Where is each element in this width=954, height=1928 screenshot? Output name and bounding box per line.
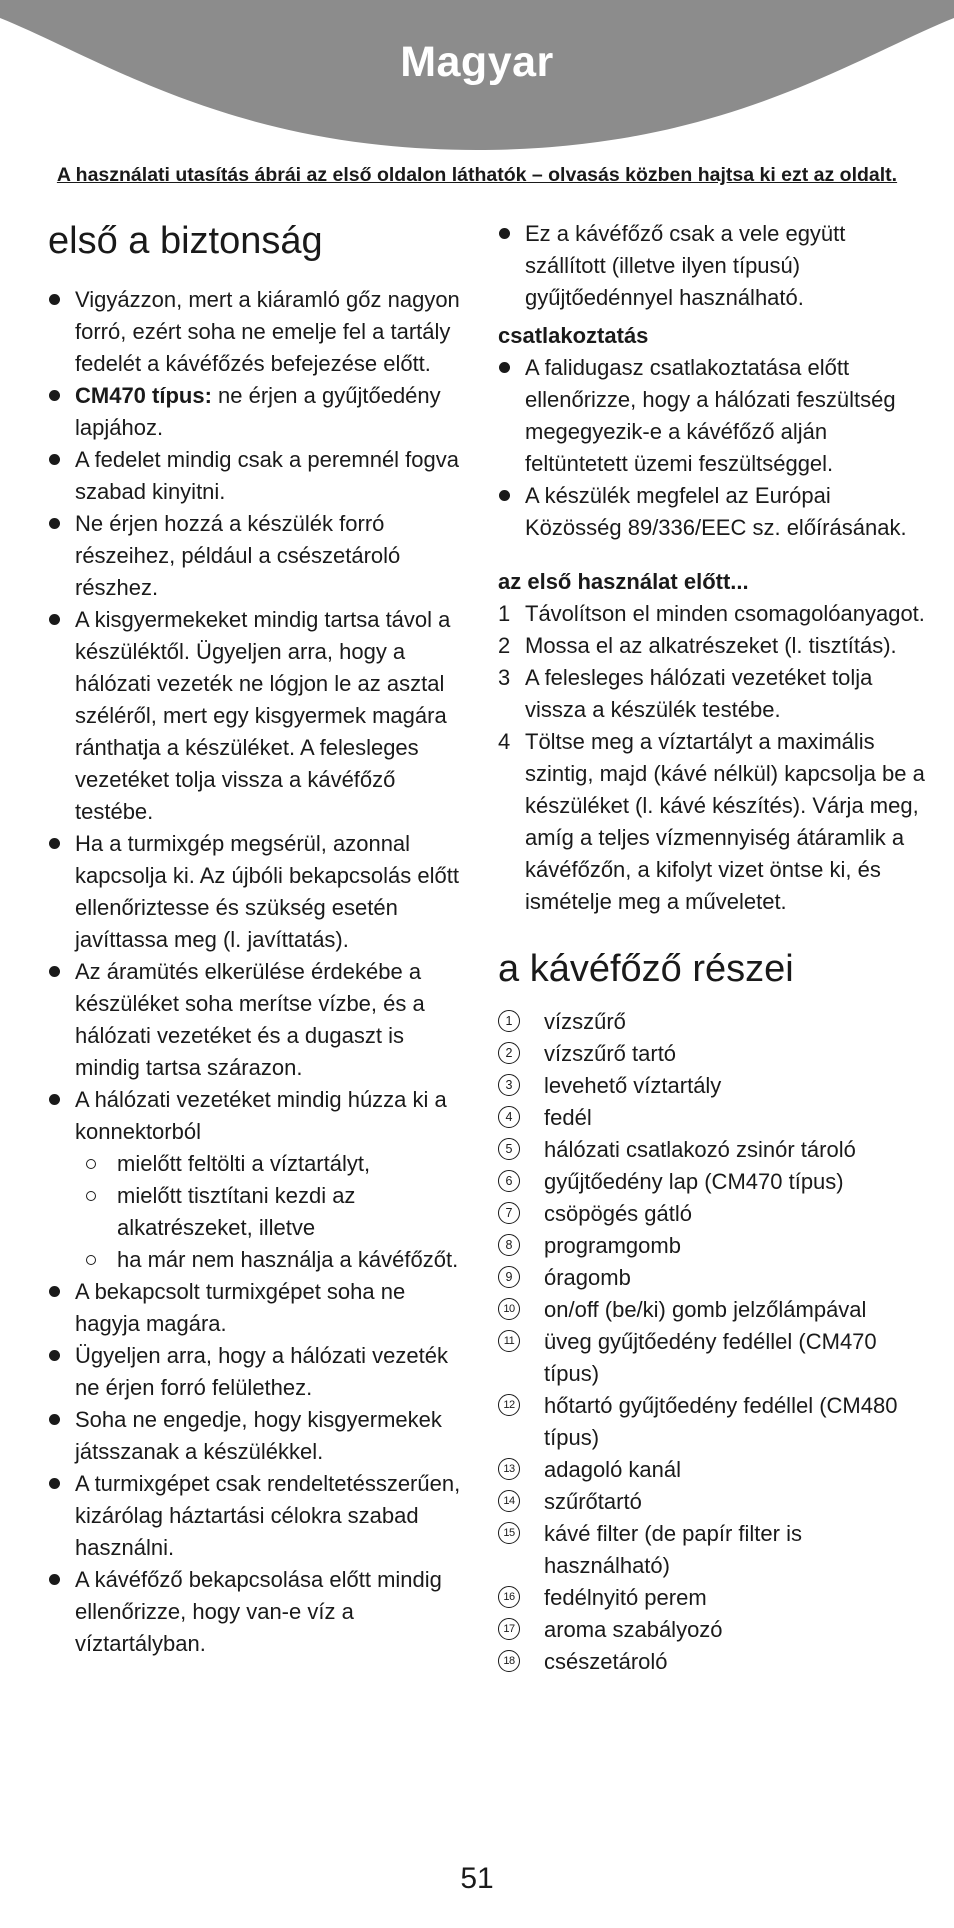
safety-item: [48, 1276, 470, 1340]
safety-item-text: A bekapcsolt turmixgépet soha ne hagyja magára.: [75, 1279, 406, 1336]
safety-item: [48, 444, 470, 508]
safety-item-text: Ügyeljen arra, hogy a hálózati vezeték ne érjen forró felülethez.: [75, 1343, 448, 1400]
part-item: [498, 1070, 928, 1102]
connection-heading: csatlakoztatás: [498, 323, 649, 348]
safety-item-text: A turmixgépet csak rendeltetésszerűen, kizárólag háztartási célokra szabad használni.: [75, 1471, 461, 1560]
part-item: [498, 1134, 928, 1166]
part-item: [498, 1518, 928, 1582]
right-column: [498, 218, 928, 1678]
left-column: [48, 218, 470, 1660]
part-number-badge: 10: [498, 1298, 520, 1320]
safety-sublist: [75, 1148, 470, 1276]
connection-item: A falidugasz csatlakoztatása előtt ellenőrizze, hogy a hálózati feszültség megegyezik-e a kávéfőző alján feltüntetett üzemi feszültséggel.: [498, 352, 928, 480]
safety-item: [48, 1468, 470, 1564]
step-text: Töltse meg a víztartályt a maximális szintig, majd (kávé nélkül) kapcsolja be a készüléket (l. kávé készítés). Várja meg, amíg a teljes vízmennyiség átáramlik a kávéfőzőn, a kifolyt vizet öntse ki, és ismételje meg a műveletet.: [525, 729, 925, 914]
first-use-steps: [498, 598, 928, 918]
step-number: 4: [498, 729, 511, 754]
part-name: vízszűrő: [544, 1009, 626, 1034]
safety-item-text: A kisgyermekeket mindig tartsa távol a készüléktől. Ügyeljen arra, hogy a hálózati vezeték ne lógjon le az asztal széléről, mert egy kisgyermek magára ránthatja a készüléket. A felesleges vezetéket tolja vissza a kávéfőző testébe.: [75, 607, 451, 824]
compatibility-item: Ez a kávéfőző csak a vele együtt szállított (illetve ilyen típusú) gyűjtőedénnyel használható.: [498, 218, 928, 314]
safety-item: [48, 1404, 470, 1468]
parts-list: [498, 1006, 928, 1678]
part-item: [498, 1006, 928, 1038]
parts-heading: a kávéfőző részei: [498, 948, 794, 990]
part-number-badge: 16: [498, 1586, 520, 1608]
part-name: programgomb: [544, 1233, 681, 1258]
part-name: óragomb: [544, 1265, 631, 1290]
part-name: szűrőtartó: [544, 1489, 642, 1514]
safety-heading: első a biztonság: [48, 220, 323, 262]
part-name: hőtartó gyűjtőedény fedéllel (CM480 típus): [544, 1393, 898, 1450]
fold-out-notice: A használati utasítás ábrái az első oldalon láthatók – olvasás közben hajtsa ki ezt az oldalt.: [56, 164, 898, 186]
part-item: [498, 1230, 928, 1262]
step-number: 2: [498, 633, 511, 658]
safety-item-text: Az áramütés elkerülése érdekébe a készüléket soha merítse vízbe, és a hálózati vezetéket és a dugaszt is mindig tartsa szárazon.: [75, 959, 425, 1080]
step-number: 1: [498, 601, 511, 626]
part-number-badge: 18: [498, 1650, 520, 1672]
part-name: aroma szabályozó: [544, 1617, 723, 1642]
safety-item: [48, 380, 470, 444]
safety-item: [48, 1340, 470, 1404]
part-item: [498, 1102, 928, 1134]
safety-item: [48, 956, 470, 1084]
part-item: [498, 1262, 928, 1294]
compatibility-list: [498, 218, 928, 314]
step-text: A felesleges hálózati vezetéket tolja vissza a készülék testébe.: [525, 665, 873, 722]
part-name: üveg gyűjtőedény fedéllel (CM470 típus): [544, 1329, 877, 1386]
part-item: [498, 1646, 928, 1678]
part-number-badge: 12: [498, 1394, 520, 1416]
connection-list: [498, 352, 928, 544]
first-use-step: [498, 662, 928, 726]
part-item: [498, 1614, 928, 1646]
step-text: Mossa el az alkatrészeket (l. tisztítás).: [525, 633, 897, 658]
part-name: levehető víztartály: [544, 1073, 722, 1098]
safety-item-text: ne érjen a gyűjtőedény lapjához.: [75, 383, 441, 440]
safety-item-text: A fedelet mindig csak a peremnél fogva szabad kinyitni.: [75, 447, 460, 504]
safety-item-text: Ha a turmixgép megsérül, azonnal kapcsolja ki. Az újbóli bekapcsolás előtt ellenőriztesse és szükség esetén javíttassa meg (l. javíttatás).: [75, 831, 459, 952]
part-item: [498, 1198, 928, 1230]
part-name: vízszűrő tartó: [544, 1041, 677, 1066]
part-name: hálózati csatlakozó zsinór tároló: [544, 1137, 856, 1162]
part-number-badge: 2: [498, 1042, 520, 1064]
first-use-step: [498, 726, 928, 918]
part-number-badge: 7: [498, 1202, 520, 1224]
part-item: [498, 1582, 928, 1614]
part-number-badge: 5: [498, 1138, 520, 1160]
safety-item-text: A kávéfőző bekapcsolása előtt mindig ellenőrizze, hogy van-e víz a víztartályban.: [75, 1567, 442, 1656]
step-number: 3: [498, 665, 511, 690]
first-use-step: [498, 598, 928, 630]
part-number-badge: 8: [498, 1234, 520, 1256]
safety-item-bold: CM470 típus:: [75, 383, 212, 408]
part-item: [498, 1390, 928, 1454]
part-name: gyűjtőedény lap (CM470 típus): [544, 1169, 844, 1194]
part-number-badge: 3: [498, 1074, 520, 1096]
step-text: Távolítson el minden csomagolóanyagot.: [525, 601, 925, 626]
part-number-badge: 11: [498, 1330, 520, 1352]
page-number: 51: [460, 1862, 494, 1895]
language-title: Magyar: [400, 38, 554, 86]
safety-item: [48, 828, 470, 956]
safety-subitem: ha már nem használja a kávéfőzőt.: [75, 1244, 470, 1276]
part-item: [498, 1038, 928, 1070]
part-name: kávé filter (de papír filter is használható): [544, 1521, 802, 1578]
part-item: [498, 1454, 928, 1486]
part-number-badge: 14: [498, 1490, 520, 1512]
part-item: [498, 1166, 928, 1198]
part-item: [498, 1486, 928, 1518]
part-number-badge: 13: [498, 1458, 520, 1480]
part-number-badge: 9: [498, 1266, 520, 1288]
part-name: fedél: [544, 1105, 592, 1130]
safety-subitem: mielőtt tisztítani kezdi az alkatrészeket, illetve: [75, 1180, 470, 1244]
safety-item: [48, 1564, 470, 1660]
part-item: [498, 1294, 928, 1326]
safety-item: [48, 284, 470, 380]
part-item: [498, 1326, 928, 1390]
safety-item: [48, 604, 470, 828]
part-number-badge: 1: [498, 1010, 520, 1032]
part-number-badge: 17: [498, 1618, 520, 1640]
safety-item: [48, 508, 470, 604]
safety-list: [48, 284, 470, 1660]
safety-item: [48, 1084, 470, 1276]
part-number-badge: 4: [498, 1106, 520, 1128]
part-name: adagoló kanál: [544, 1457, 682, 1482]
part-name: on/off (be/ki) gomb jelzőlámpával: [544, 1297, 867, 1322]
safety-item-text: Soha ne engedje, hogy kisgyermekek játsszanak a készülékkel.: [75, 1407, 442, 1464]
first-use-heading: az első használat előtt...: [498, 569, 749, 594]
part-name: fedélnyitó perem: [544, 1585, 707, 1610]
part-name: csöpögés gátló: [544, 1201, 692, 1226]
first-use-step: [498, 630, 928, 662]
part-number-badge: 15: [498, 1522, 520, 1544]
safety-item-text: Vigyázzon, mert a kiáramló gőz nagyon forró, ezért soha ne emelje fel a tartály fedelét a kávéfőzés befejezése előtt.: [75, 287, 460, 376]
safety-subitem: mielőtt feltölti a víztartályt,: [75, 1148, 470, 1180]
safety-item-text: Ne érjen hozzá a készülék forró részeihez, például a csészetároló részhez.: [75, 511, 401, 600]
safety-item-text: A hálózati vezetéket mindig húzza ki a konnektorból: [75, 1087, 447, 1144]
part-name: csészetároló: [544, 1649, 668, 1674]
connection-item: A készülék megfelel az Európai Közösség 89/336/EEC sz. előírásának.: [498, 480, 928, 544]
header-banner: [0, 0, 954, 160]
part-number-badge: 6: [498, 1170, 520, 1192]
